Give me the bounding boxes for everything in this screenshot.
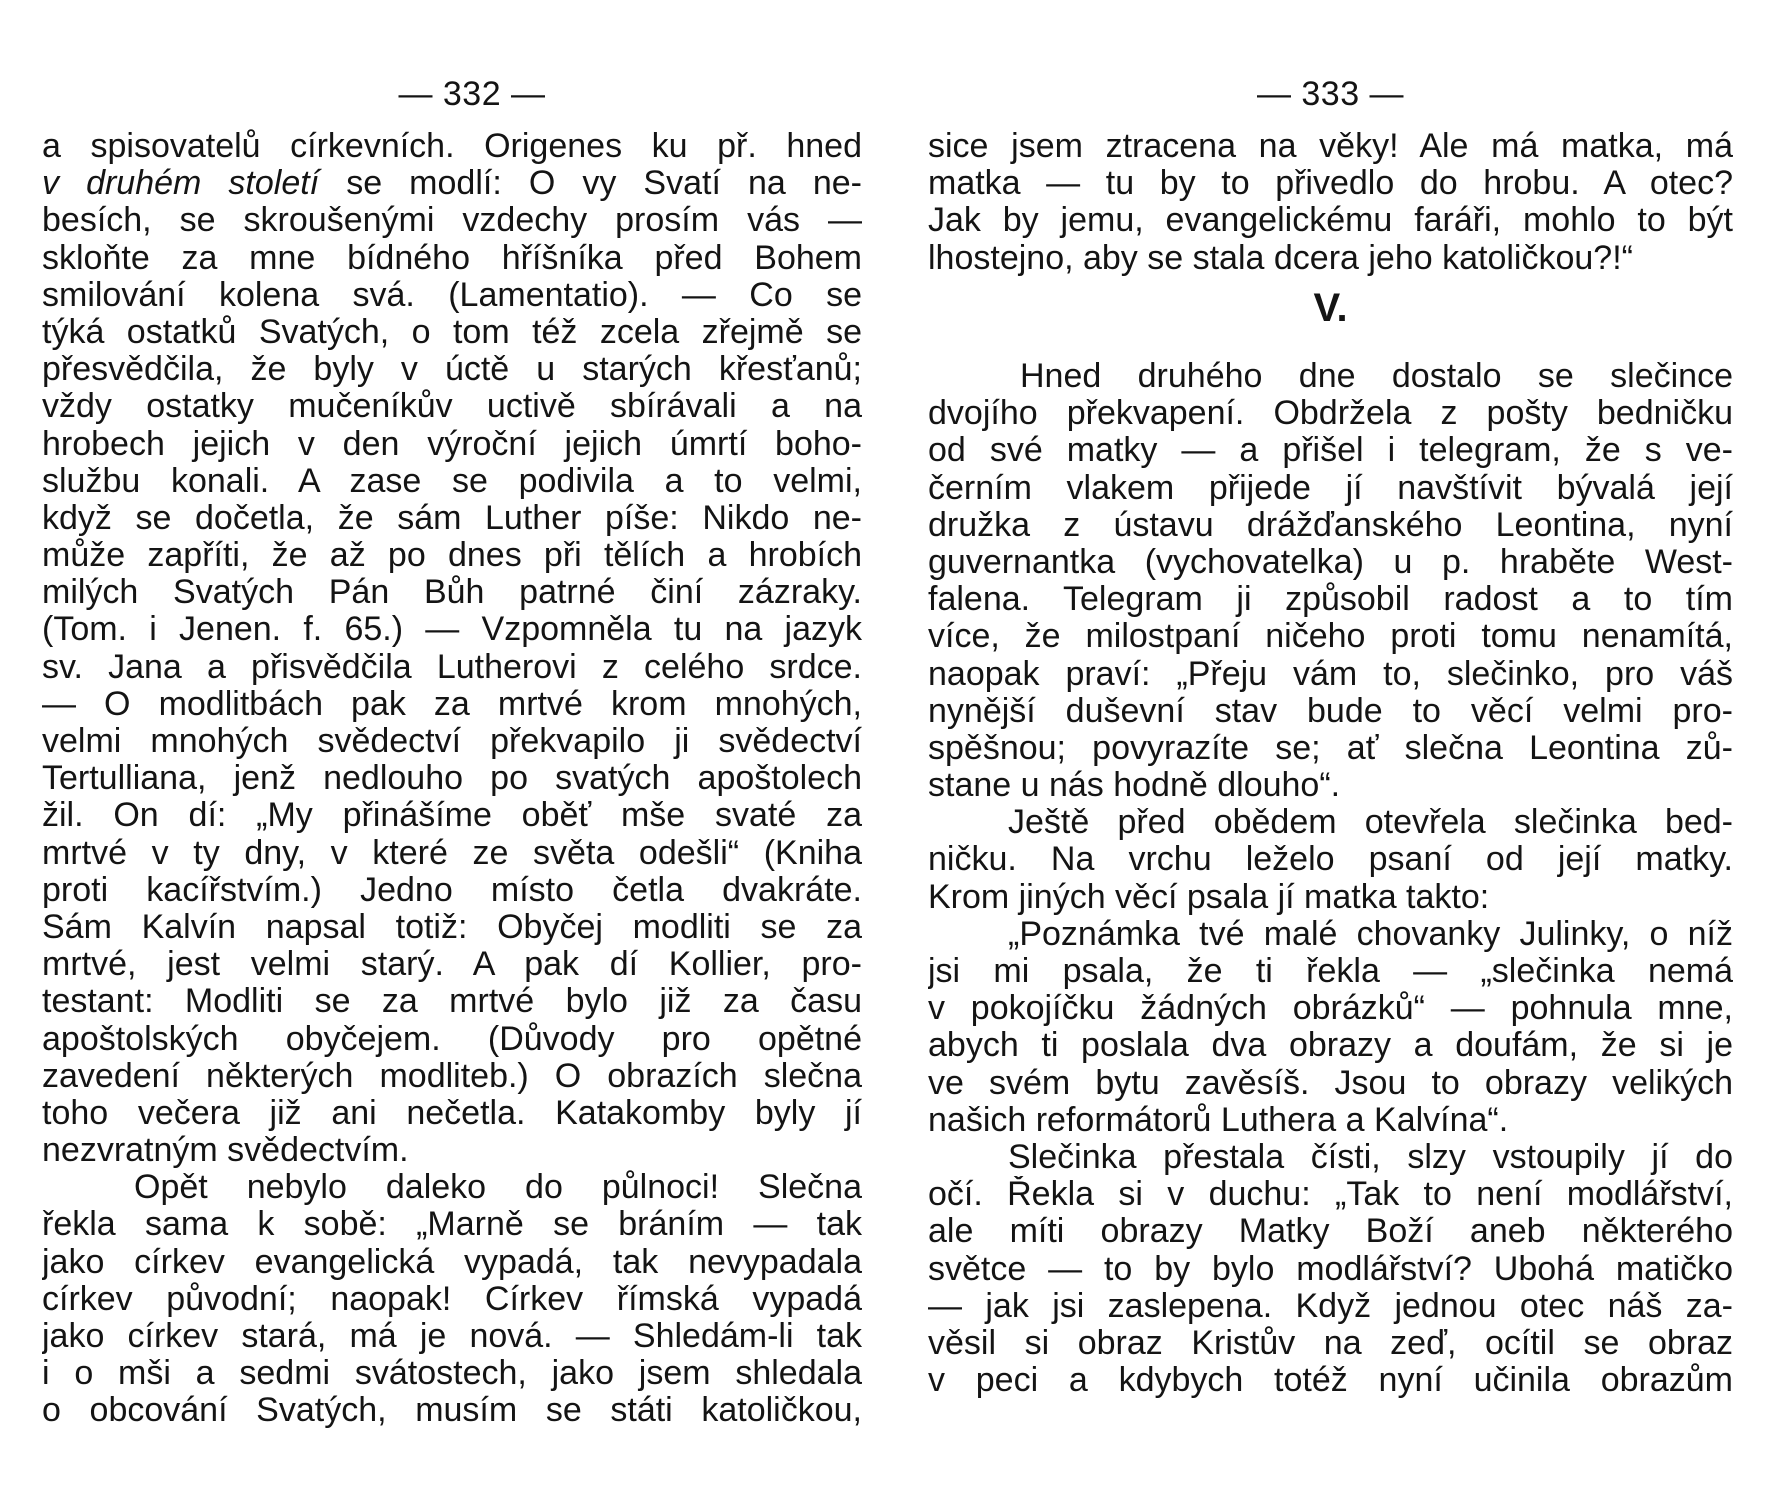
text-line: lhostejno, aby se stala dcera jeho katoličkou?!“ (928, 239, 1633, 277)
text-line: Hned druhého dne dostalo se slečince (1020, 358, 1733, 395)
text-line: jsi mi psala, že ti řekla — „slečinka nemá (928, 953, 1733, 990)
text-line: jako církev evangelická vypadá, tak nevypadala (42, 1243, 862, 1281)
text-line: abych ti poslala dva obrazy a doufám, že si je (928, 1027, 1733, 1065)
text-line: Sám Kalvín napsal totiž: Obyčej modliti se za (42, 908, 862, 946)
right-page (928, 0, 1733, 1500)
text-line: a spisovatelů církevních. Origenes ku př. hned (42, 128, 862, 165)
text-line: matka — tu by to přivedlo do hrobu. A otec? (928, 165, 1733, 203)
text-line: o obcování Svatých, musím se státi katoličkou, (42, 1392, 862, 1430)
text-line: mrtvé v ty dny, v které ze světa odešli“ (Kniha (42, 834, 862, 872)
text-line: besích, se skroušenými vzdechy prosím vás — (42, 202, 862, 240)
text-line: Ještě před obědem otevřela slečinka bed- (1008, 804, 1733, 842)
page-number-left: — 332 — (398, 75, 546, 113)
text-line: nezvratným svědectvím. (42, 1132, 409, 1170)
text-line: proti kacířstvím.) Jedno místo četla dvakráte. (42, 871, 862, 909)
text-line: když se dočetla, že sám Luther píše: Nikdo ne- (42, 499, 862, 537)
text-line: sice jsem ztracena na věky! Ale má matka, má (928, 128, 1733, 165)
text-line: vždy ostatky mučeníkův uctivě sbírávali a na (42, 388, 862, 426)
page-number-right: — 333 — (1256, 75, 1405, 113)
text-line: našich reformátorů Luthera a Kalvína“. (928, 1101, 1509, 1139)
text-line: žil. On dí: „My přinášíme oběť mše svaté za (42, 797, 862, 835)
text-line: testant: Modliti se za mrtvé bylo již za času (42, 983, 862, 1021)
text-line: nynější duševní stav bude to věcí velmi pro- (928, 692, 1733, 730)
text-line: Opět nebylo daleko do půlnoci! Slečna (134, 1169, 862, 1207)
text-line: velmi mnohých svědectví překvapilo ji svědectví (42, 723, 862, 760)
text-line: sv. Jana a přisvědčila Lutherovi z celého srdce. (42, 648, 862, 686)
text-line: více, že milostpaní ničeho proti tomu nenamítá, (928, 618, 1733, 656)
text-line: církev původní; naopak! Církev římská vypadá (42, 1280, 862, 1318)
text-line: ničku. Na vrchu leželo psaní od její matky. (928, 841, 1733, 879)
text-line: černím vlakem přijede jí navštívit bývalá její (928, 469, 1733, 507)
text-line: naopak praví: „Přeju vám to, slečinko, pro váš (928, 655, 1733, 693)
text-line: v peci a kdybych totéž nyní učinila obrazům (928, 1362, 1733, 1400)
text-line: Slečinka přestala čísti, slzy vstoupily jí do (1008, 1138, 1733, 1176)
italic-phrase: v druhém století (42, 165, 320, 203)
text-line: službu konali. A zase se podivila a to velmi, (42, 462, 862, 500)
section-heading: V. (1313, 286, 1348, 330)
left-page-text (42, 128, 862, 1430)
text-line: od své matky — a přišel i telegram, že s ve- (928, 432, 1733, 470)
text-line: falena. Telegram ji způsobil radost a to tím (928, 581, 1733, 619)
text-line: může zapříti, že až po dnes při tělích a hrobích (42, 537, 862, 575)
text-line: guvernantka (vychovatelka) u p. hraběte West- (928, 543, 1733, 581)
text-line: — O modlitbách pak za mrtvé krom mnohých, (42, 685, 862, 723)
text-line: Krom jiných věcí psala jí matka takto: (928, 878, 1490, 916)
text-line: mrtvé, jest velmi starý. A pak dí Kollier, pro- (42, 946, 862, 984)
text-line: apoštolských obyčejem. (Důvody pro opětné (42, 1020, 862, 1058)
text-line: stane u nás hodně dlouho“. (928, 767, 1341, 805)
text-line: ale míti obrazy Matky Boží aneb některého (928, 1213, 1733, 1251)
text-line: zavedení některých modliteb.) O obrazích slečna (42, 1057, 862, 1095)
text-line: Tertulliana, jenž nedlouho po svatých apoštolech (42, 760, 862, 798)
text-line: (Tom. i Jenen. f. 65.) — Vzpomněla tu na jazyk (42, 611, 862, 649)
text-line: smilování kolena svá. (Lamentatio). — Co se (42, 276, 862, 314)
right-page-text-top (928, 128, 1733, 277)
text-line: spěšnou; povyrazíte se; ať slečna Leontina zů- (928, 729, 1733, 767)
text-line: řekla sama k sobě: „Marně se bráním — tak (42, 1206, 862, 1244)
text-line: ve svém bytu zavěsíš. Jsou to obrazy velikých (928, 1064, 1733, 1102)
text-line: skloňte za mne bídného hříšníka před Bohem (42, 239, 862, 277)
text-line: světce — to by bylo modlářství? Ubohá matičko (928, 1250, 1733, 1288)
text-line: — jak jsi zaslepena. Když jednou otec náš za- (928, 1287, 1733, 1325)
text-line: očí. Řekla si v duchu: „Tak to není modlářství, (928, 1176, 1733, 1214)
text-line: toho večera již ani nečetla. Katakomby byly jí (42, 1094, 862, 1132)
text-line: družka z ústavu drážďanského Leontina, nyní (928, 506, 1733, 544)
text-line: přesvědčila, že byly v úctě u starých křesťanů; (42, 351, 862, 389)
text-line: v pokojíčku žádných obrázků“ — pohnula mne, (928, 990, 1733, 1028)
text-line: Jak by jemu, evangelickému faráři, mohlo to být (928, 202, 1733, 240)
text-line: „Poznámka tvé malé chovanky Julinky, o níž (1008, 915, 1733, 953)
text-line: jako církev stará, má je nová. — Shledám-li tak (42, 1318, 862, 1355)
text-line: týká ostatků Svatých, o tom též zcela zřejmě se (42, 313, 862, 351)
left-page (42, 0, 862, 1500)
text-line: v druhém století se modlí: O vy Svatí na ne- (42, 165, 862, 203)
right-page-text-bottom (928, 358, 1733, 1399)
text-line: milých Svatých Pán Bůh patrné činí zázraky. (42, 574, 862, 612)
text-line: věsil si obraz Kristův na zeď, ocítil se obraz (928, 1324, 1733, 1362)
text-line: hrobech jejich v den výroční jejich úmrtí boho- (42, 425, 862, 463)
text-line: dvojího překvapení. Obdržela z pošty bedničku (928, 395, 1733, 433)
text-line: i o mši a sedmi svátostech, jako jsem shledala (42, 1355, 862, 1393)
